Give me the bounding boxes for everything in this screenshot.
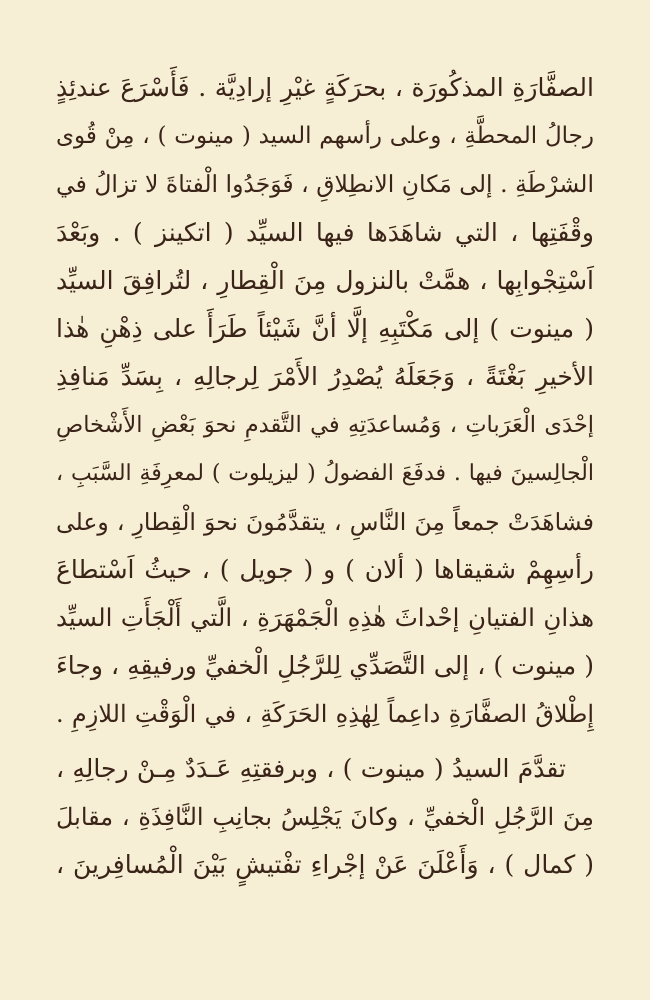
text-line: ( مينوت ) ، إلى التَّصَدِّي لِلرَّجُلِ الْخفيِّ ورفيقِهِ ، وجاءَ [56, 651, 594, 681]
paragraph-2 [56, 745, 594, 890]
text-line: هذانِ الفتيانِ إحْداثَ هٰذِهِ الْجَمْهَرَةِ ، الَّتي أَلْجَأَتِ السيِّد [56, 603, 594, 633]
text-line: فشاهَدَتْ جمعاً مِنَ النَّاسِ ، يتقدَّمُونَ نحوَ الْقِطارِ ، وعلى [56, 507, 594, 536]
text-line: الشرْطَةِ . إلى مَكانِ الانطِلاقِ ، فَوَجَدُوا الْفتاةَ لا تزالُ في [56, 170, 594, 199]
text-line: ( مينوت ) إلى مَكْتَبِهِ إلَّا أنَّ شَيْئاً طَرَأَ على ذِهْنِ هٰذا [56, 313, 594, 343]
text-line: مِنَ الرَّجُلِ الْخفيِّ ، وكانَ يَجْلِسُ بجانِبِ النَّافِذَةِ ، مقابلَ [56, 802, 594, 831]
text-line: اَسْتِجْوابِها ، همَّتْ بالنزول مِنَ الْقِطارِ ، لتُرافِقَ السيِّد [56, 265, 594, 295]
text-line: الْجالِسينَ فيها . فدفَعَ الفضولُ ( ليزيلوت ) لمعرِفَةِ السَّبَبِ ، [56, 460, 594, 486]
text-line: ( كمال ) ، وَأَعْلَنَ عَنْ إجْراءِ تفْتيشٍ بَيْنَ الْمُسافِرينَ ، [56, 850, 594, 879]
text-line: رجالُ المحطَّةِ ، وعلى رأسهم السيد ( مينوت ) ، مِنْ قُوى [56, 123, 594, 150]
text-line: تقدَّمَ السيدُ ( مينوت ) ، وبرفقتِهِ عَـدَدٌ مِـنْ رجالِهِ ، [56, 753, 566, 783]
paragraph-1 [56, 64, 594, 739]
text-line: الصفَّارَةِ المذكُورَة ، بحرَكَةٍ غيْرِ إرادِيَّة . فَأَسْرَعَ عندئِذٍ [56, 73, 594, 102]
text-line: إِطْلاقُ الصفَّارَةِ داعِماً لِهٰذِهِ الحَرَكَةِ ، في الْوَقْتِ اللازِمِ . [56, 700, 594, 729]
text-line: وقْفَتِها ، التي شاهَدَها فيها السيِّد ( اتكينز ) . وبَعْدَ [56, 217, 594, 247]
text-line: الأخيرِ بَغْتَةً ، وَجَعَلَهُ يُصْدِرُ الأَمْرَ لِرجالِهِ ، بِسَدِّ مَنافِذِ [56, 362, 594, 392]
text-line: رأسِهِمْ شقيقاها ( ألان ) و ( جويل ) ، حيثُ اَسْتطاعَ [56, 554, 594, 584]
text-line: إحْدَى الْعَرَباتِ ، وَمُساعدَتِهِ في التَّقدمِ نحوَ بَعْضِ الأَشْخاصِ [56, 412, 594, 439]
